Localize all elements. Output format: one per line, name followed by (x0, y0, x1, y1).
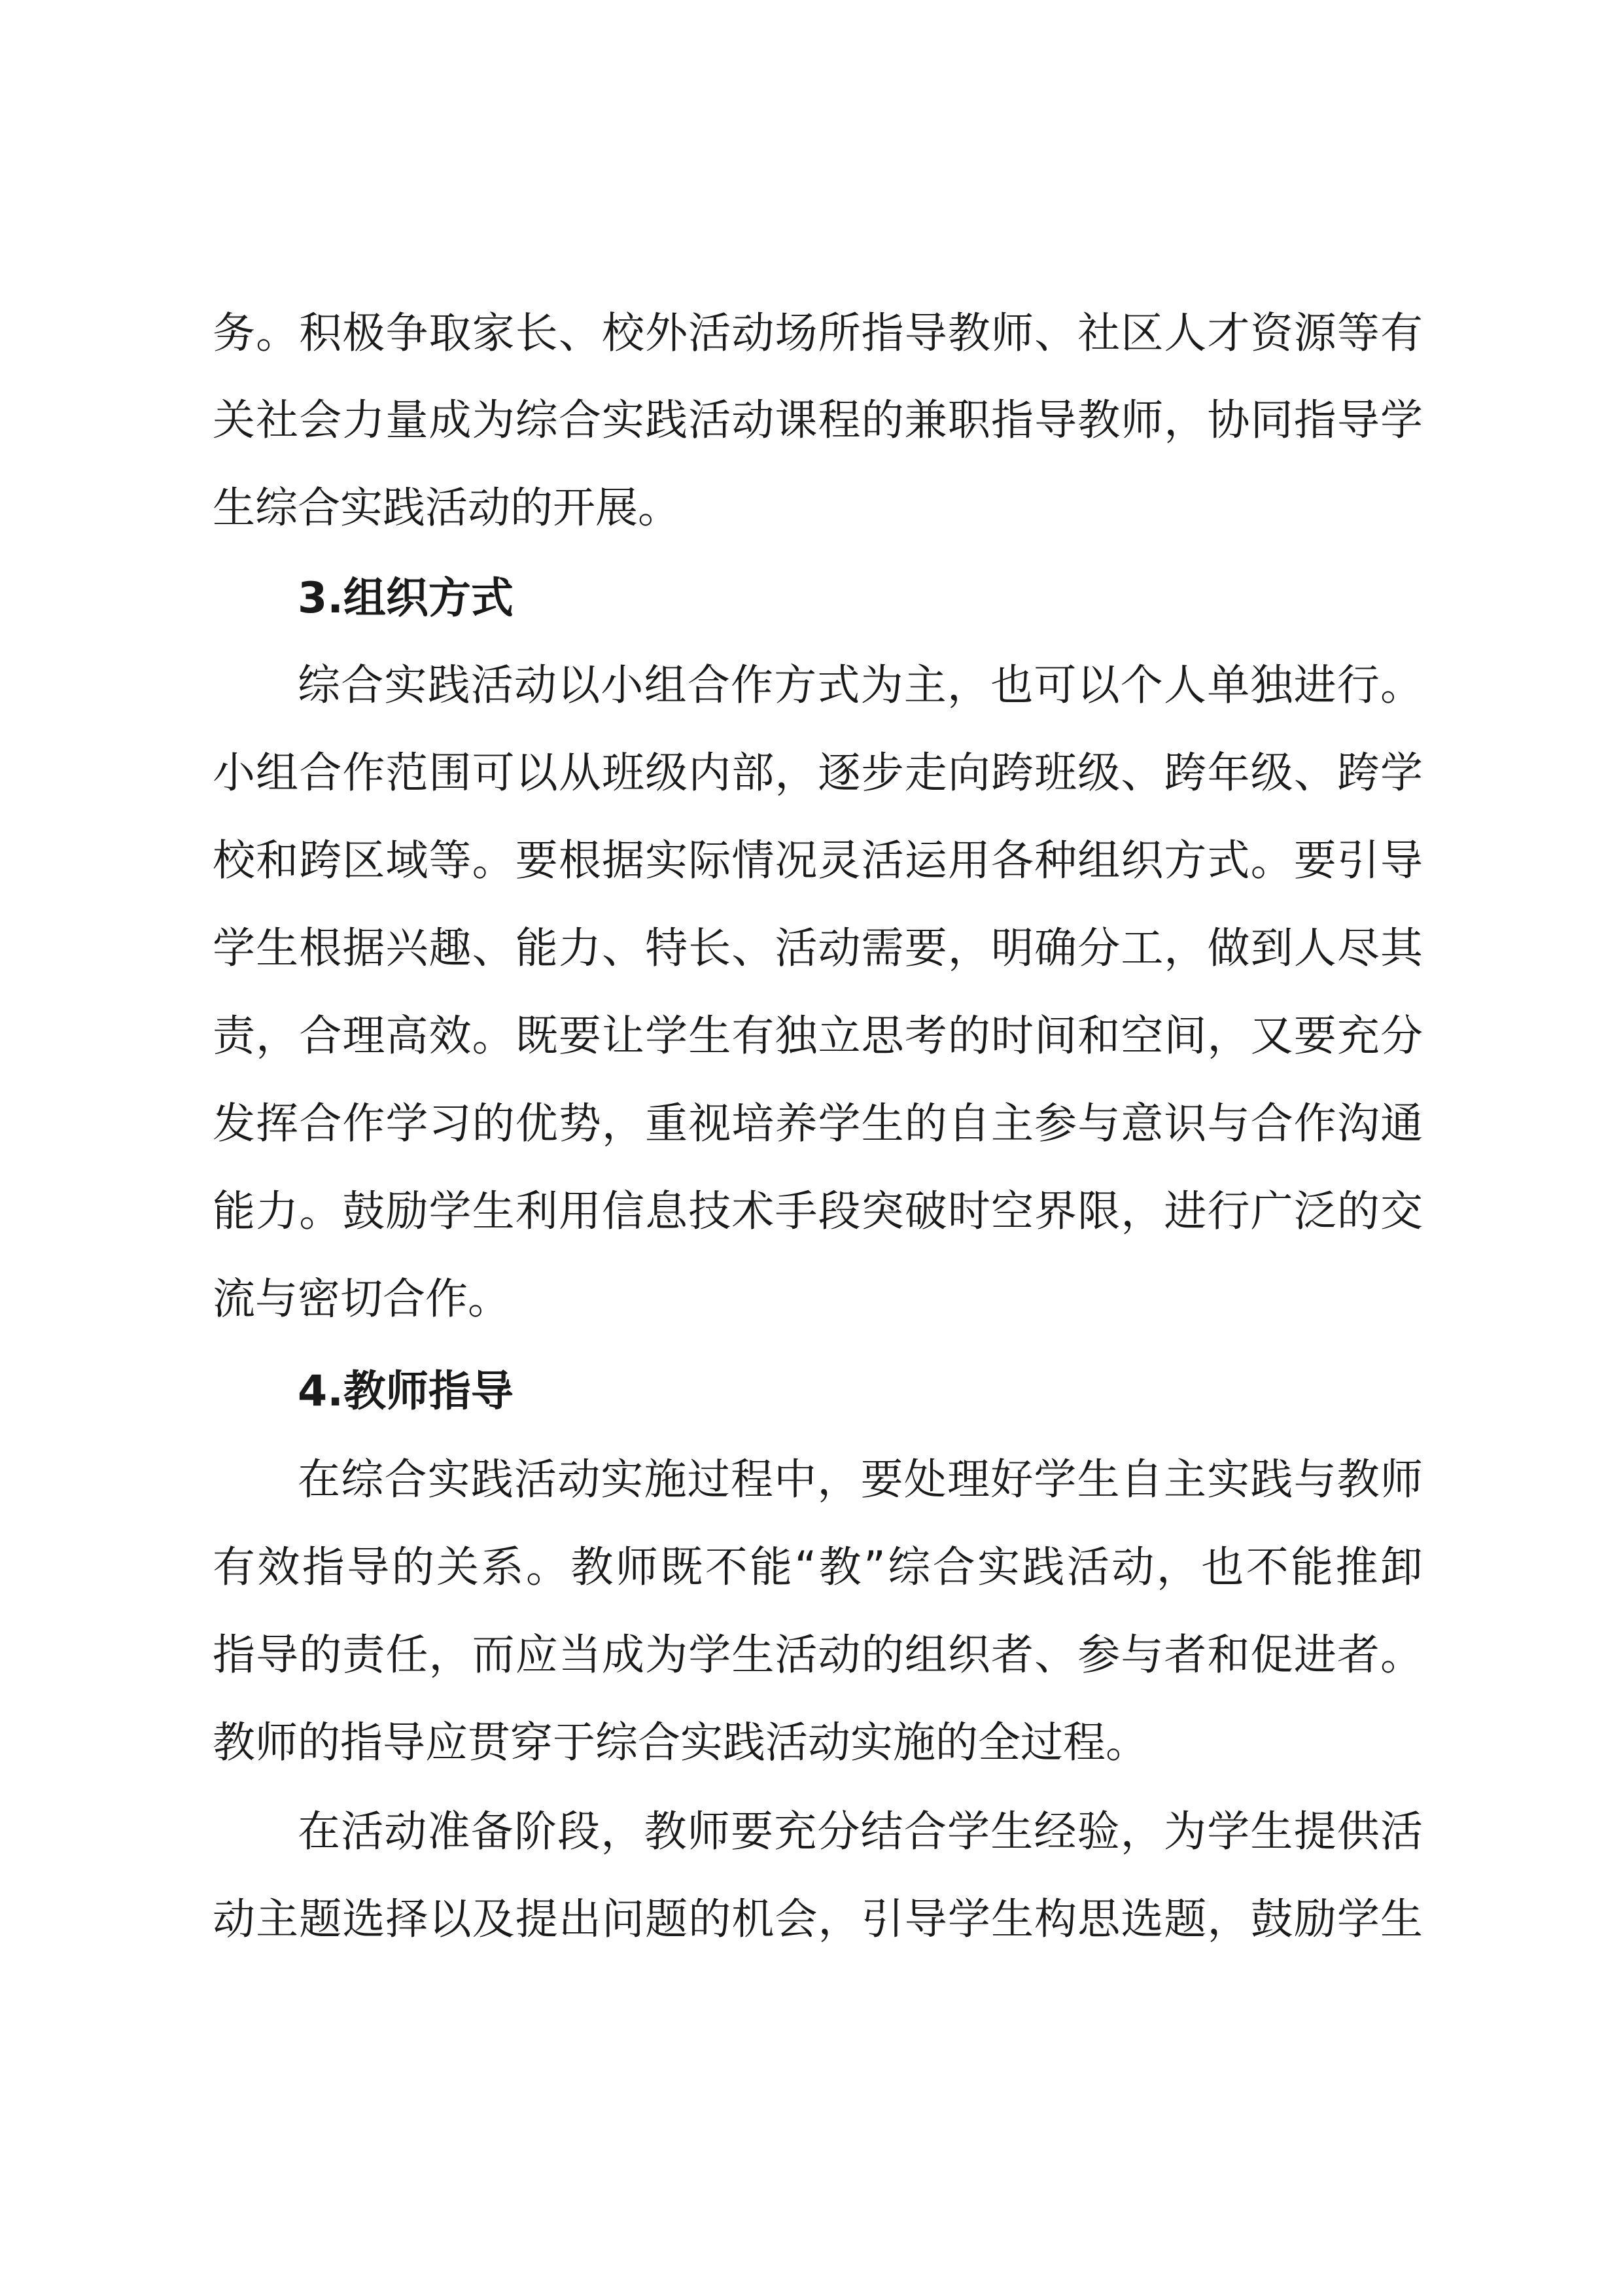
paragraph-line: 生综合实践活动的开展。 (213, 484, 681, 533)
paragraph-line: 责，合理高效。既要让学生有独立思考的时间和空间，又要充分 (213, 1012, 1423, 1061)
section-heading-teacher-guidance: 4.教师指导 (298, 1367, 514, 1416)
paragraph-line: 能力。鼓励学生利用信息技术手段突破时空界限，进行广泛的交 (213, 1187, 1423, 1236)
paragraph-line: 发挥合作学习的优势，重视培养学生的自主参与意识与合作沟通 (213, 1099, 1423, 1148)
paragraph-line: 小组合作范围可以从班级内部，逐步走向跨班级、跨年级、跨学 (213, 749, 1423, 798)
paragraph-line: 综合实践活动以小组合作方式为主，也可以个人单独进行。 (298, 661, 1423, 710)
section-heading-organization: 3.组织方式 (298, 574, 514, 623)
paragraph-line: 有效指导的关系。教师既不能“教”综合实践活动，也不能推卸 (213, 1543, 1423, 1592)
paragraph-line: 动主题选择以及提出问题的机会，引导学生构思选题，鼓励学生 (213, 1895, 1423, 1944)
paragraph-line: 学生根据兴趣、能力、特长、活动需要，明确分工，做到人尽其 (213, 924, 1423, 973)
paragraph-line: 关社会力量成为综合实践活动课程的兼职指导教师，协同指导学 (213, 396, 1423, 445)
paragraph-line: 流与密切合作。 (213, 1275, 511, 1324)
paragraph-line: 校和跨区域等。要根据实际情况灵活运用各种组织方式。要引导 (213, 836, 1423, 885)
paragraph-line: 教师的指导应贯穿于综合实践活动实施的全过程。 (213, 1718, 1149, 1767)
paragraph-line: 指导的责任，而应当成为学生活动的组织者、参与者和促进者。 (213, 1631, 1423, 1680)
paragraph-line: 在综合实践活动实施过程中，要处理好学生自主实践与教师 (298, 1455, 1423, 1504)
paragraph-line: 在活动准备阶段，教师要充分结合学生经验，为学生提供活 (298, 1807, 1423, 1856)
paragraph-line: 务。积极争取家长、校外活动场所指导教师、社区人才资源等有 (213, 309, 1423, 358)
